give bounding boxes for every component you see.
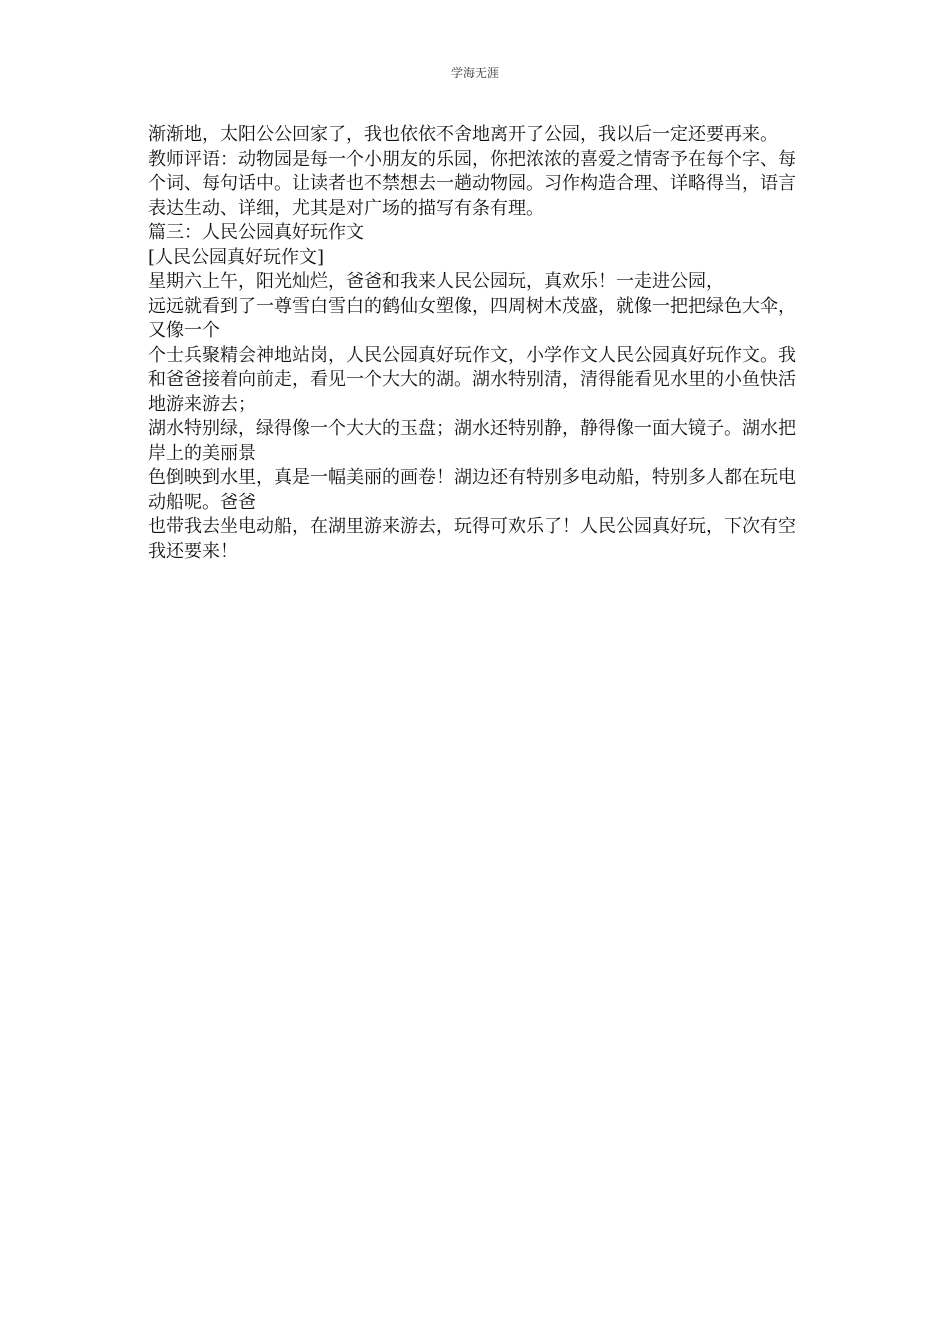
paragraph-line: 星期六上午，阳光灿烂，爸爸和我来人民公园玩，真欢乐！一走进公园， [148,271,724,292]
paragraph-teacher-comment: 教师评语：动物园是每一个小朋友的乐园，你把浓浓的喜爱之情寄予在每个字、每个词、每句话中。让读者也不禁想去一趟动物园。习作构造合理、详略得当，语言表达生动、详细，尤其是对广场的描写有条有理。 [148,148,796,219]
paragraph-line: 色倒映到水里，真是一幅美丽的画卷！湖边还有特别多电动船，特别多人都在玩电动船呢。爸爸 [148,467,796,513]
paragraph-line: 也带我去坐电动船，在湖里游来游去，玩得可欢乐了！人民公园真好玩，下次有空我还要来！ [148,516,796,562]
document-body [148,123,802,564]
section-title: 篇三：人民公园真好玩作文 [148,222,364,243]
paragraph-ending: 渐渐地，太阳公公回家了，我也依依不舍地离开了公园，我以后一定还要再来。 [148,124,778,145]
paragraph-line: 和爸爸接着向前走，看见一个大大的湖。湖水特别清，清得能看见水里的小鱼快活地游来游去； [148,369,796,415]
paragraph-line: 远远就看到了一尊雪白雪白的鹤仙女塑像，四周树木茂盛，就像一把把绿色大伞，又像一个 [148,295,796,341]
paragraph-line: 湖水特别绿，绿得像一个大大的玉盘；湖水还特别静，静得像一面大镜子。湖水把岸上的美丽景 [148,418,796,464]
paragraph-line: 个士兵聚精会神地站岗，人民公园真好玩作文，小学作文人民公园真好玩作文。我 [148,344,796,366]
page-header: 学海无涯 [450,66,499,80]
essay-title: [人民公园真好玩作文] [148,246,325,268]
